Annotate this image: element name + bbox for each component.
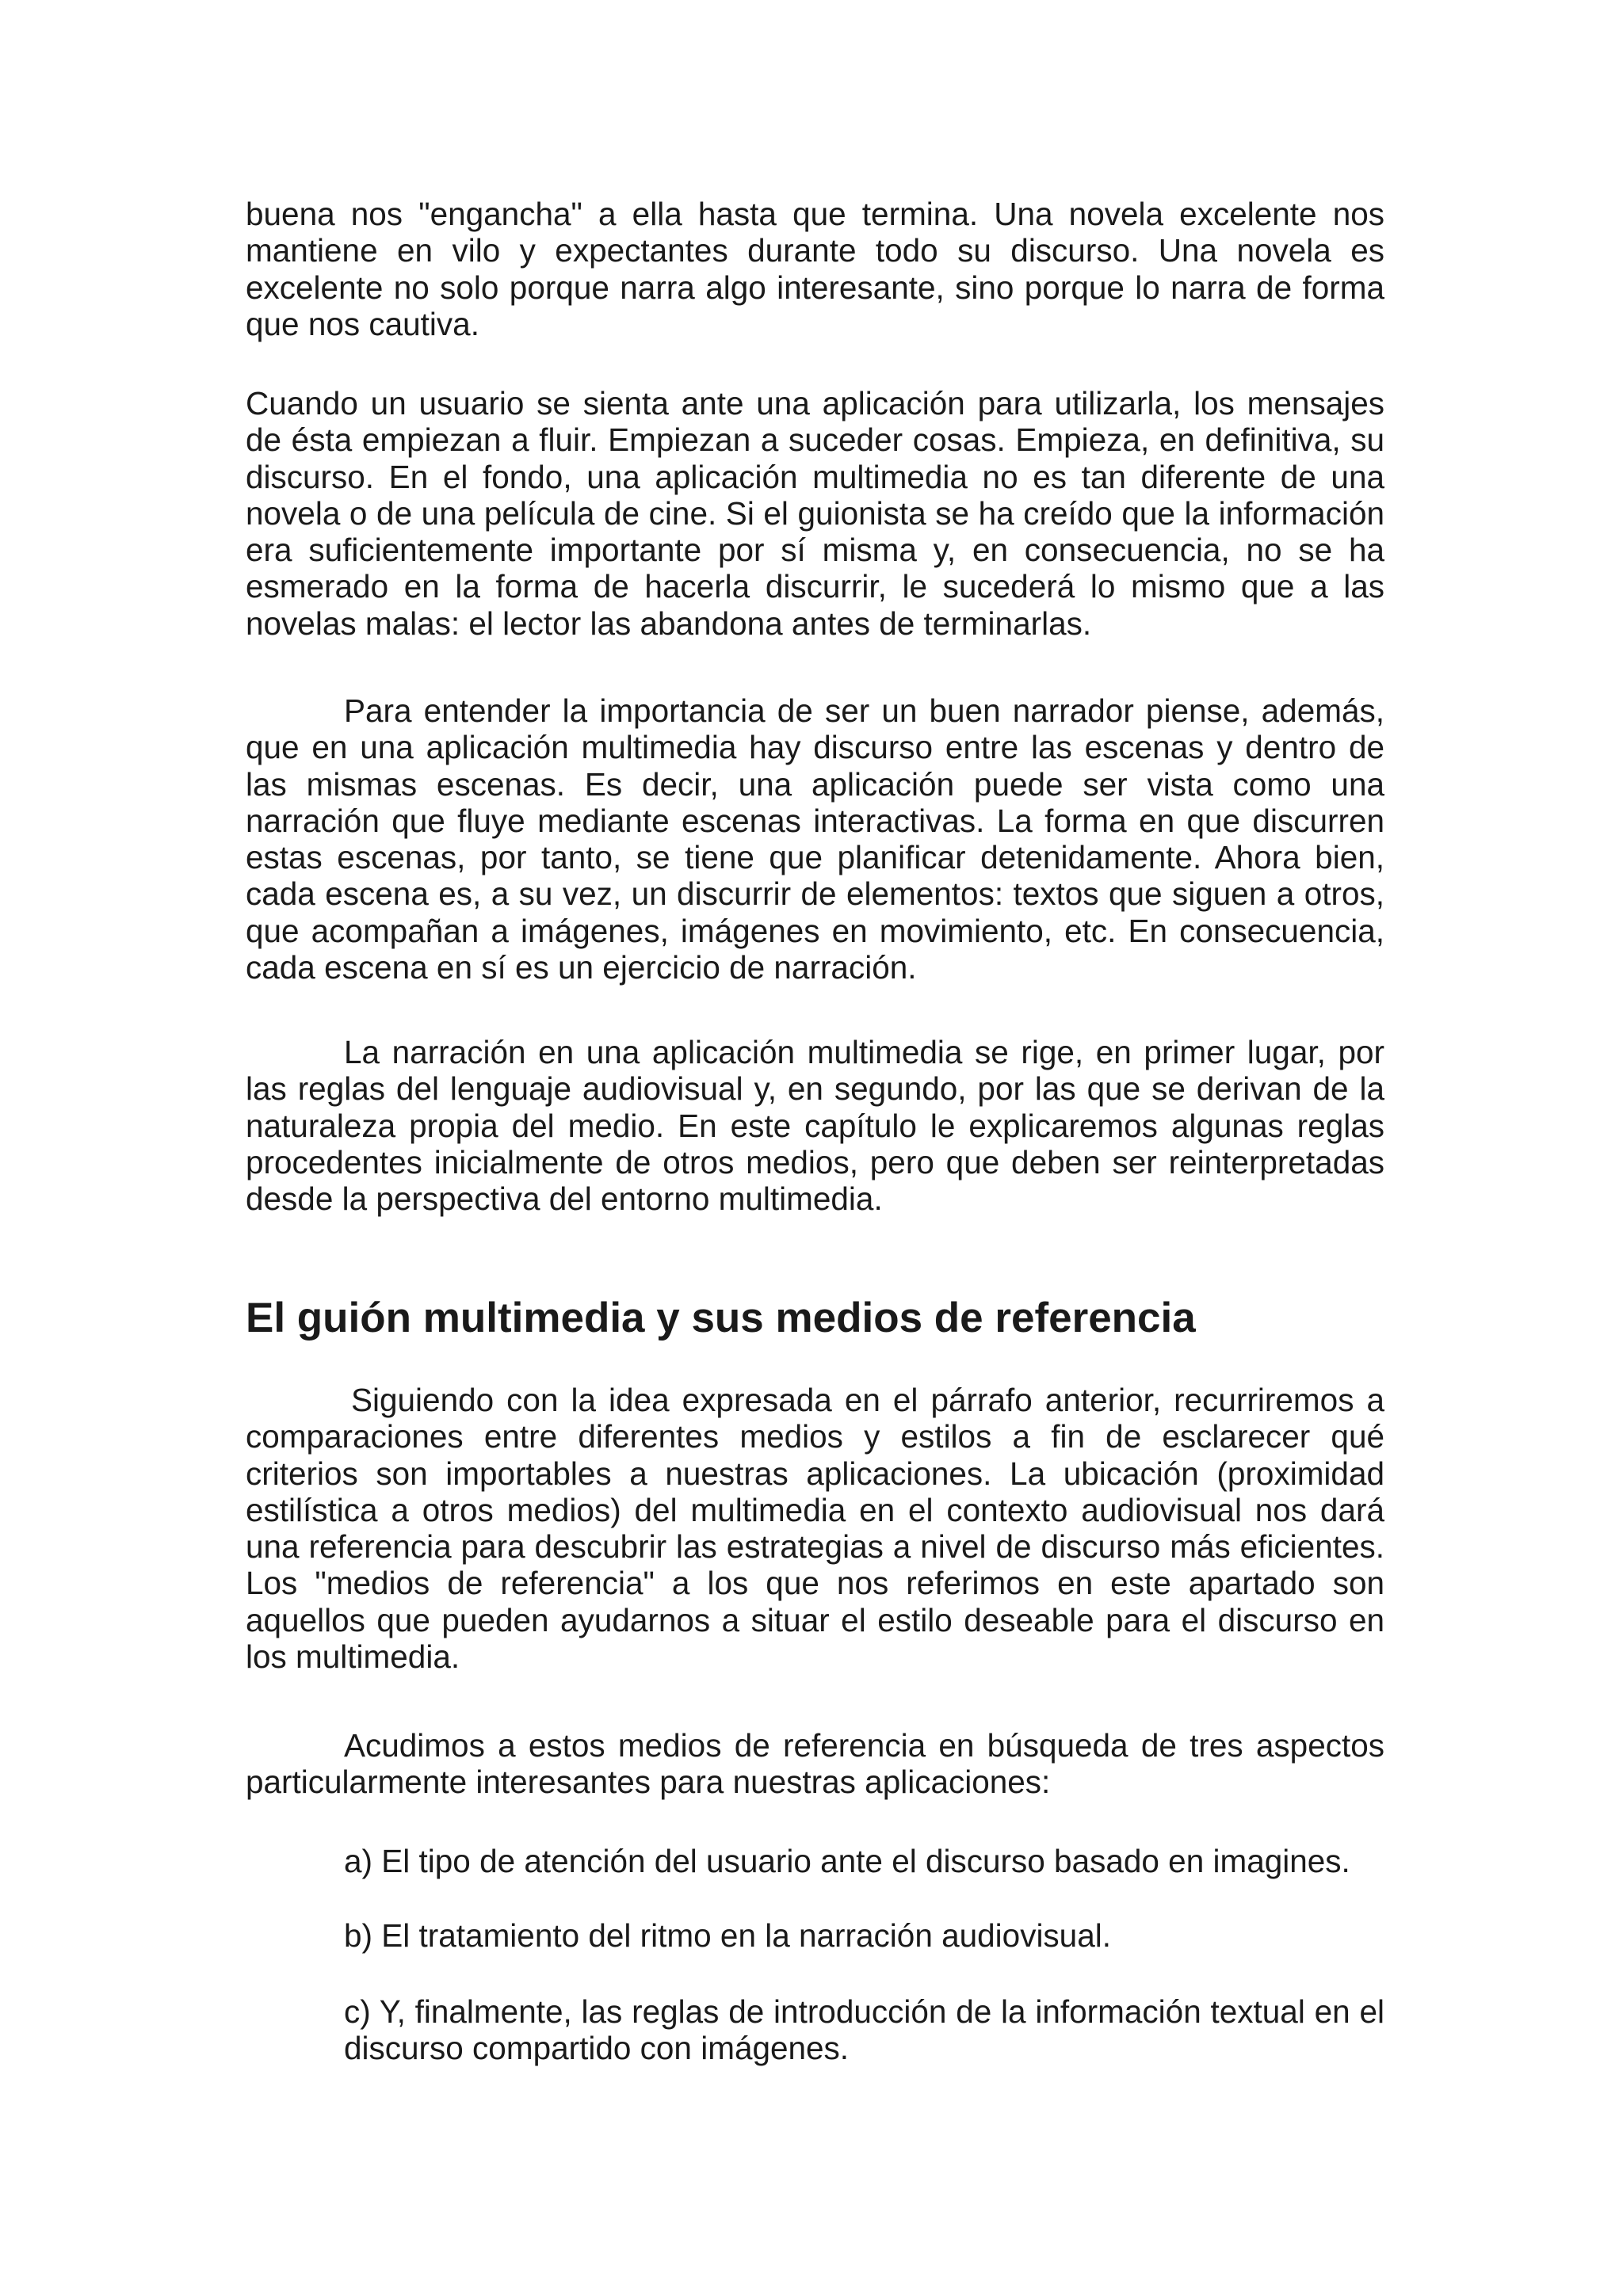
section-paragraph-2: Acudimos a estos medios de referencia en búsqueda de tres aspectos particularmente interesantes para nuestras aplicaciones:	[246, 1727, 1384, 1801]
list-item-c: c) Y, finalmente, las reglas de introducción de la información textual en el discurso compartido con imágenes.	[344, 1993, 1384, 2067]
section-heading: El guión multimedia y sus medios de referencia	[246, 1295, 1196, 1341]
paragraph-1: buena nos "engancha" a ella hasta que termina. Una novela excelente nos mantiene en vilo y expectantes durante todo su discurso. Una novela es excelente no solo porque narra algo interesante, sino porque lo narra de forma que nos cautiva.	[246, 196, 1384, 342]
paragraph-2: Cuando un usuario se sienta ante una aplicación para utilizarla, los mensajes de ésta empiezan a fluir. Empiezan a suceder cosas. Empieza, en definitiva, su discurso. En el fondo, una aplicación multimedia no es tan diferente de una novela o de una película de cine. Si el guionista se ha creído que la información era suficientemente importante por sí misma y, en consecuencia, no se ha esmerado en la forma de hacerla discurrir, le sucederá lo mismo que a las novelas malas: el lector las abandona antes de terminarlas.	[246, 385, 1384, 642]
paragraph-3: Para entender la importancia de ser un buen narrador piense, además, que en una aplicación multimedia hay discurso entre las escenas y dentro de las mismas escenas. Es decir, una aplicación puede ser vista como una narración que fluye mediante escenas interactivas. La forma en que discurren estas escenas, por tanto, se tiene que planificar detenidamente. Ahora bien, cada escena es, a su vez, un discurrir de elementos: textos que siguen a otros, que acompañan a imágenes, imágenes en movimiento, etc. En consecuencia, cada escena en sí es un ejercicio de narración.	[246, 692, 1384, 986]
section-paragraph-1: Siguiendo con la idea expresada en el párrafo anterior, recurriremos a comparaciones entre diferentes medios y estilos a fin de esclarecer qué criterios son importables a nuestras aplicaciones. La ubicación (proximidad estilística a otros medios) del multimedia en el contexto audiovisual nos dará una referencia para descubrir las estrategias a nivel de discurso más eficientes. Los "medios de referencia" a los que nos referimos en este apartado son aquellos que pueden ayudarnos a situar el estilo deseable para el discurso en los multimedia.	[246, 1382, 1384, 1676]
list-item-b: b) El tratamiento del ritmo en la narración audiovisual.	[344, 1917, 1111, 1954]
list-item-a: a) El tipo de atención del usuario ante el discurso basado en imagines.	[344, 1843, 1350, 1879]
paragraph-4: La narración en una aplicación multimedia se rige, en primer lugar, por las reglas del lenguaje audiovisual y, en segundo, por las que se derivan de la naturaleza propia del medio. En este capítulo le explicaremos algunas reglas procedentes inicialmente de otros medios, pero que deben ser reinterpretadas desde la perspectiva del entorno multimedia.	[246, 1034, 1384, 1218]
